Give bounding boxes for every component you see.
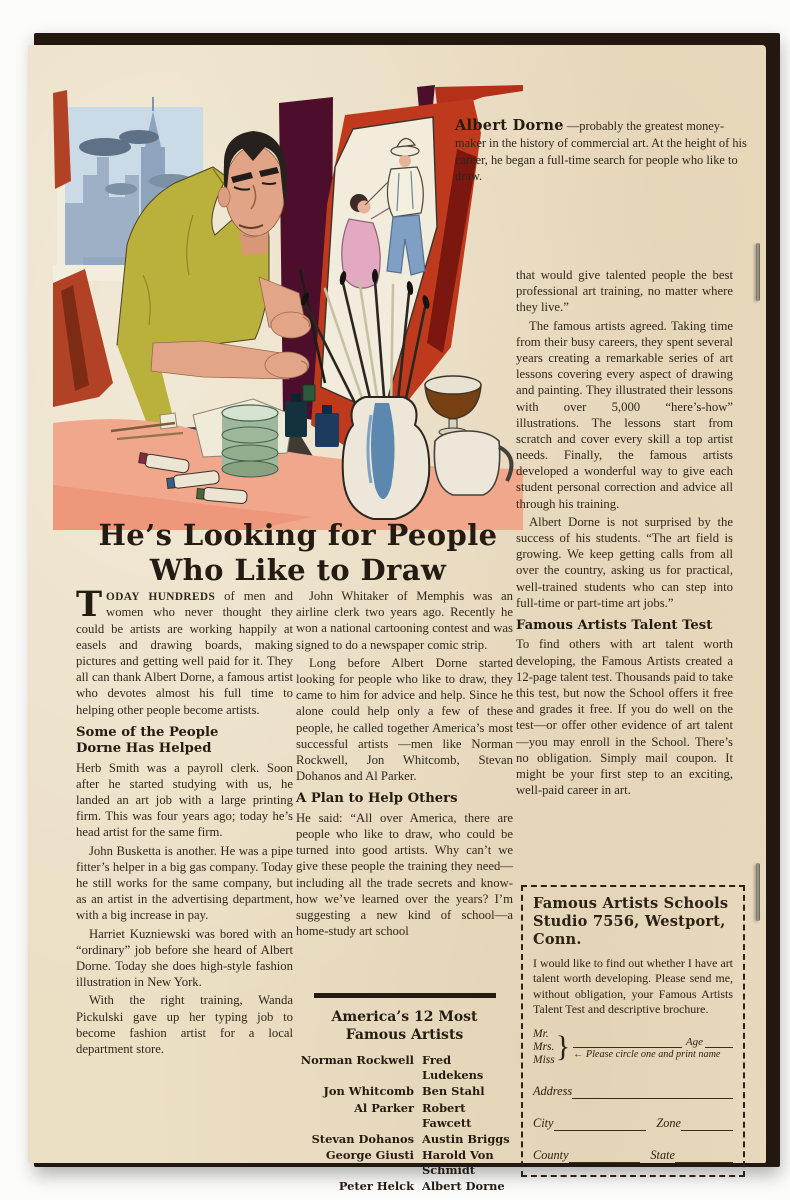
paragraph: TODAY HUNDREDS of men and women who never thought they could be artists are working happily at easels and drawing boards, making pictures and getting well paid for it. They all can thank Albert Dorne, a famous artist who devotes almost his full time to helping other people become artists.	[76, 584, 293, 717]
list-item: George Giusti Harold Von Schmidt	[325, 1147, 494, 1177]
paragraph: that would give talented people the best professional art training, no matter where they live.”	[516, 268, 733, 315]
column-right	[516, 267, 733, 800]
column-middle	[296, 588, 513, 941]
circle-note: ← Please circle one and print name	[573, 1049, 721, 1061]
paragraph: The famous artists agreed. Taking time from their busy careers, they spent several years creating a remarkable series of art lessons covering every aspect of drawing and painting. They illustrated their lessons with over 5,000 “here’s-how” illustrations. The lessons start from scratch and cover every skill a top artist needs. Finally, the famous artists developed a wonderful way to give each student personal correction and advice all through his training.	[516, 318, 733, 511]
comic-back-cover	[28, 45, 766, 1193]
city-zone-field	[533, 1116, 733, 1131]
list-item: Norman Rockwell Fred Ludekens	[300, 1053, 484, 1083]
list-item: Al Parker Robert Fawcett	[354, 1100, 472, 1130]
list-item: Peter Helck Albert Dorne	[338, 1178, 505, 1193]
caption-name: Albert Dorne	[455, 117, 564, 134]
staple	[756, 863, 760, 921]
zone-label: Zone	[656, 1116, 681, 1131]
address-label: Address	[533, 1084, 573, 1099]
column-left	[76, 584, 293, 1059]
headline	[78, 518, 518, 589]
paragraph: Long before Albert Dorne started looking for people who like to draw, they came to him for advice and help. Since he alone could help only a few of these people, he called together America’s most successful artists —men like Norman Rockwell, Jon Whitcomb, Stevan Dohanos and Al Parker.	[296, 655, 513, 784]
list-item: Jon Whitcomb Ben Stahl	[323, 1084, 485, 1099]
paragraph: With the right training, Wanda Pickulski gave up her typing job to become fashion artist for a local department store.	[76, 993, 293, 1056]
section-heading: A Plan to Help Others	[296, 791, 458, 807]
left-arrow-icon: ←	[573, 1049, 584, 1061]
zone-blank-line	[681, 1117, 733, 1131]
artists-title: America’s 12 Most Famous Artists	[331, 1009, 478, 1044]
age-blank-line	[705, 1034, 733, 1048]
county-label: County	[533, 1148, 569, 1163]
mail-in-coupon	[521, 885, 745, 1177]
paragraph: Herb Smith was a payroll clerk. Soon after he started studying with us, he landed an art job with a large printing firm. This was four years ago; today he’s head artist for the same firm.	[76, 760, 293, 840]
coupon-title-line1: Famous Artists Schools	[533, 895, 729, 912]
name-blank-line	[573, 1034, 682, 1048]
section-heading: Famous Artists Talent Test	[516, 617, 713, 633]
paint-cans	[222, 405, 278, 477]
city-label: City	[533, 1116, 554, 1131]
coupon-body: I would like to find out whether I have art talent worth developing. Please send me, without obligation, your Famous Artists Talent Test and descriptive brochure.	[533, 955, 733, 1017]
state-blank-line	[675, 1149, 733, 1163]
name-line	[573, 1034, 733, 1048]
artists-list	[296, 1053, 513, 1193]
section-heading: Some of the People Dorne Has Helped	[76, 724, 219, 757]
staple	[756, 243, 760, 301]
list-item: Stevan Dohanos Austin Briggs	[311, 1131, 510, 1146]
city-blank-line	[554, 1117, 647, 1131]
paragraph: To find others with art talent worth developing, the Famous Artists created a 12-page talent test. Thousands paid to take this test, but now the School offers it free and grades it free. If you do well on the test—or offer other evidence of art talent—you may enroll in the School. There’s no obligation. Simply mail coupon. It might be your first step to an exciting, well-paid career in art.	[516, 637, 733, 798]
address-field	[533, 1084, 733, 1099]
paragraph: John Whitaker of Memphis was an airline clerk two years ago. Recently he won a national cartooning contest and was signed to do a newspaper comic strip.	[296, 589, 513, 652]
county-blank-line	[569, 1149, 641, 1163]
photo-caption	[455, 116, 747, 184]
paragraph: Harriet Kuzniewski was bored with an “ordinary” job before she heard of Albert Dorne. Today she does high-style fashion illustration in New York.	[76, 926, 293, 990]
county-state-field	[533, 1148, 733, 1163]
brace-glyph: }	[555, 1030, 571, 1064]
headline-line1: He’s Looking for People	[98, 518, 498, 552]
lead-caps: ODAY HUNDREDS	[106, 591, 216, 603]
age-label: Age	[685, 1036, 703, 1049]
famous-artists-box	[296, 993, 513, 1194]
drop-cap: T	[76, 584, 103, 625]
paragraph: John Busketta is another. He was a pipe fitter’s helper in a big gas company. Today he still works for the same company, but as an artist in the advertising department, with a big increase in pay.	[76, 843, 293, 923]
caption-text: —probably the greatest money-maker in the history of commercial art. At the height of his career, he began a full-time search for people who like to draw.	[455, 119, 747, 183]
paragraph: Albert Dorne is not surprised by the success of his students. “The art field is growing. We keep getting calls from all over the country, asking us for practical, well-trained students who can step into full-time or part-time art jobs.”	[516, 514, 733, 610]
headline-line2: Who Like to Draw	[149, 553, 447, 588]
divider-rule	[314, 993, 496, 998]
address-blank-line	[572, 1085, 733, 1099]
salutation-labels: Mr. Mrs. Miss	[533, 1027, 555, 1067]
state-label: State	[650, 1148, 675, 1163]
paragraph: He said: “All over America, there are people who like to draw, who could be turned into good artists. Why can’t we give these people the training they need—including all the trade secrets and know-how we’ve learned over the years? I’m suggesting a new kind of school—a home-study art school	[296, 810, 513, 939]
albert-dorne-illustration	[53, 85, 523, 530]
name-field-block	[533, 1028, 733, 1068]
coupon-title-line2: Studio 7556, Westport, Conn.	[533, 913, 726, 949]
